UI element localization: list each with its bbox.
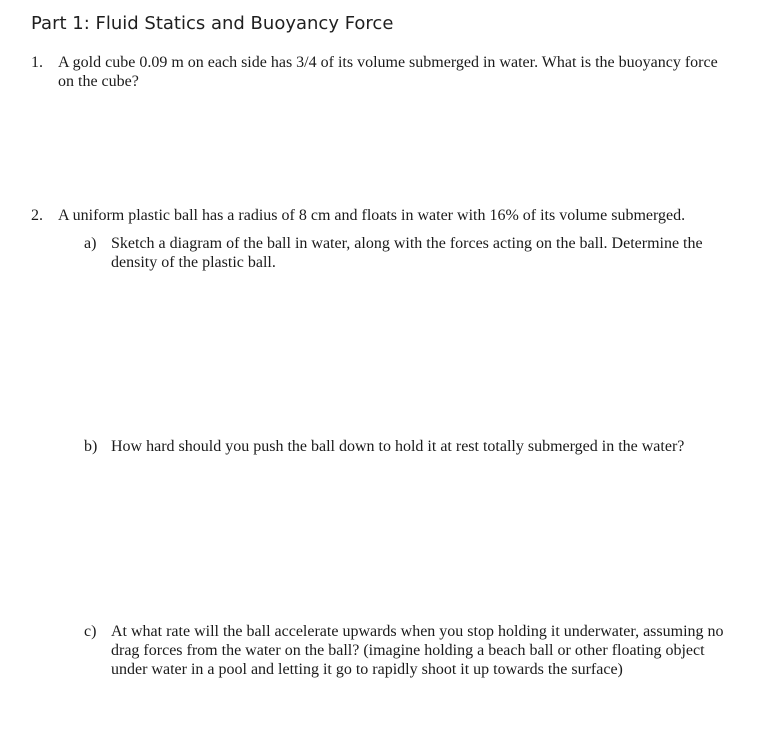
subquestion-text: At what rate will the ball accelerate upwards when you stop holding it underwater, assuming no drag forces from the water on the ball? (imagine holding a beach ball or other floating object under water in a pool and letting it go to rapidly shoot it up towards the surface) [111, 623, 724, 678]
question-text: A uniform plastic ball has a radius of 8 cm and floats in water with 16% of its volume submerged. [58, 207, 686, 224]
subquestion-letter: c) [84, 623, 97, 640]
question-text: A gold cube 0.09 m on each side has 3/4 of its volume submerged in water. What is the buoyancy force on the cube? [58, 54, 718, 90]
question-number: 1. [31, 54, 43, 71]
question-number: 2. [31, 207, 43, 224]
subquestion-text: How hard should you push the ball down to hold it at rest totally submerged in the water? [111, 438, 685, 455]
subquestion-letter: b) [84, 438, 98, 455]
subquestion-letter: a) [84, 235, 97, 252]
subquestion-text: Sketch a diagram of the ball in water, along with the forces acting on the ball. Determine the density of the plastic ball. [111, 235, 703, 271]
section-heading: Part 1: Fluid Statics and Buoyancy Force [31, 13, 394, 34]
